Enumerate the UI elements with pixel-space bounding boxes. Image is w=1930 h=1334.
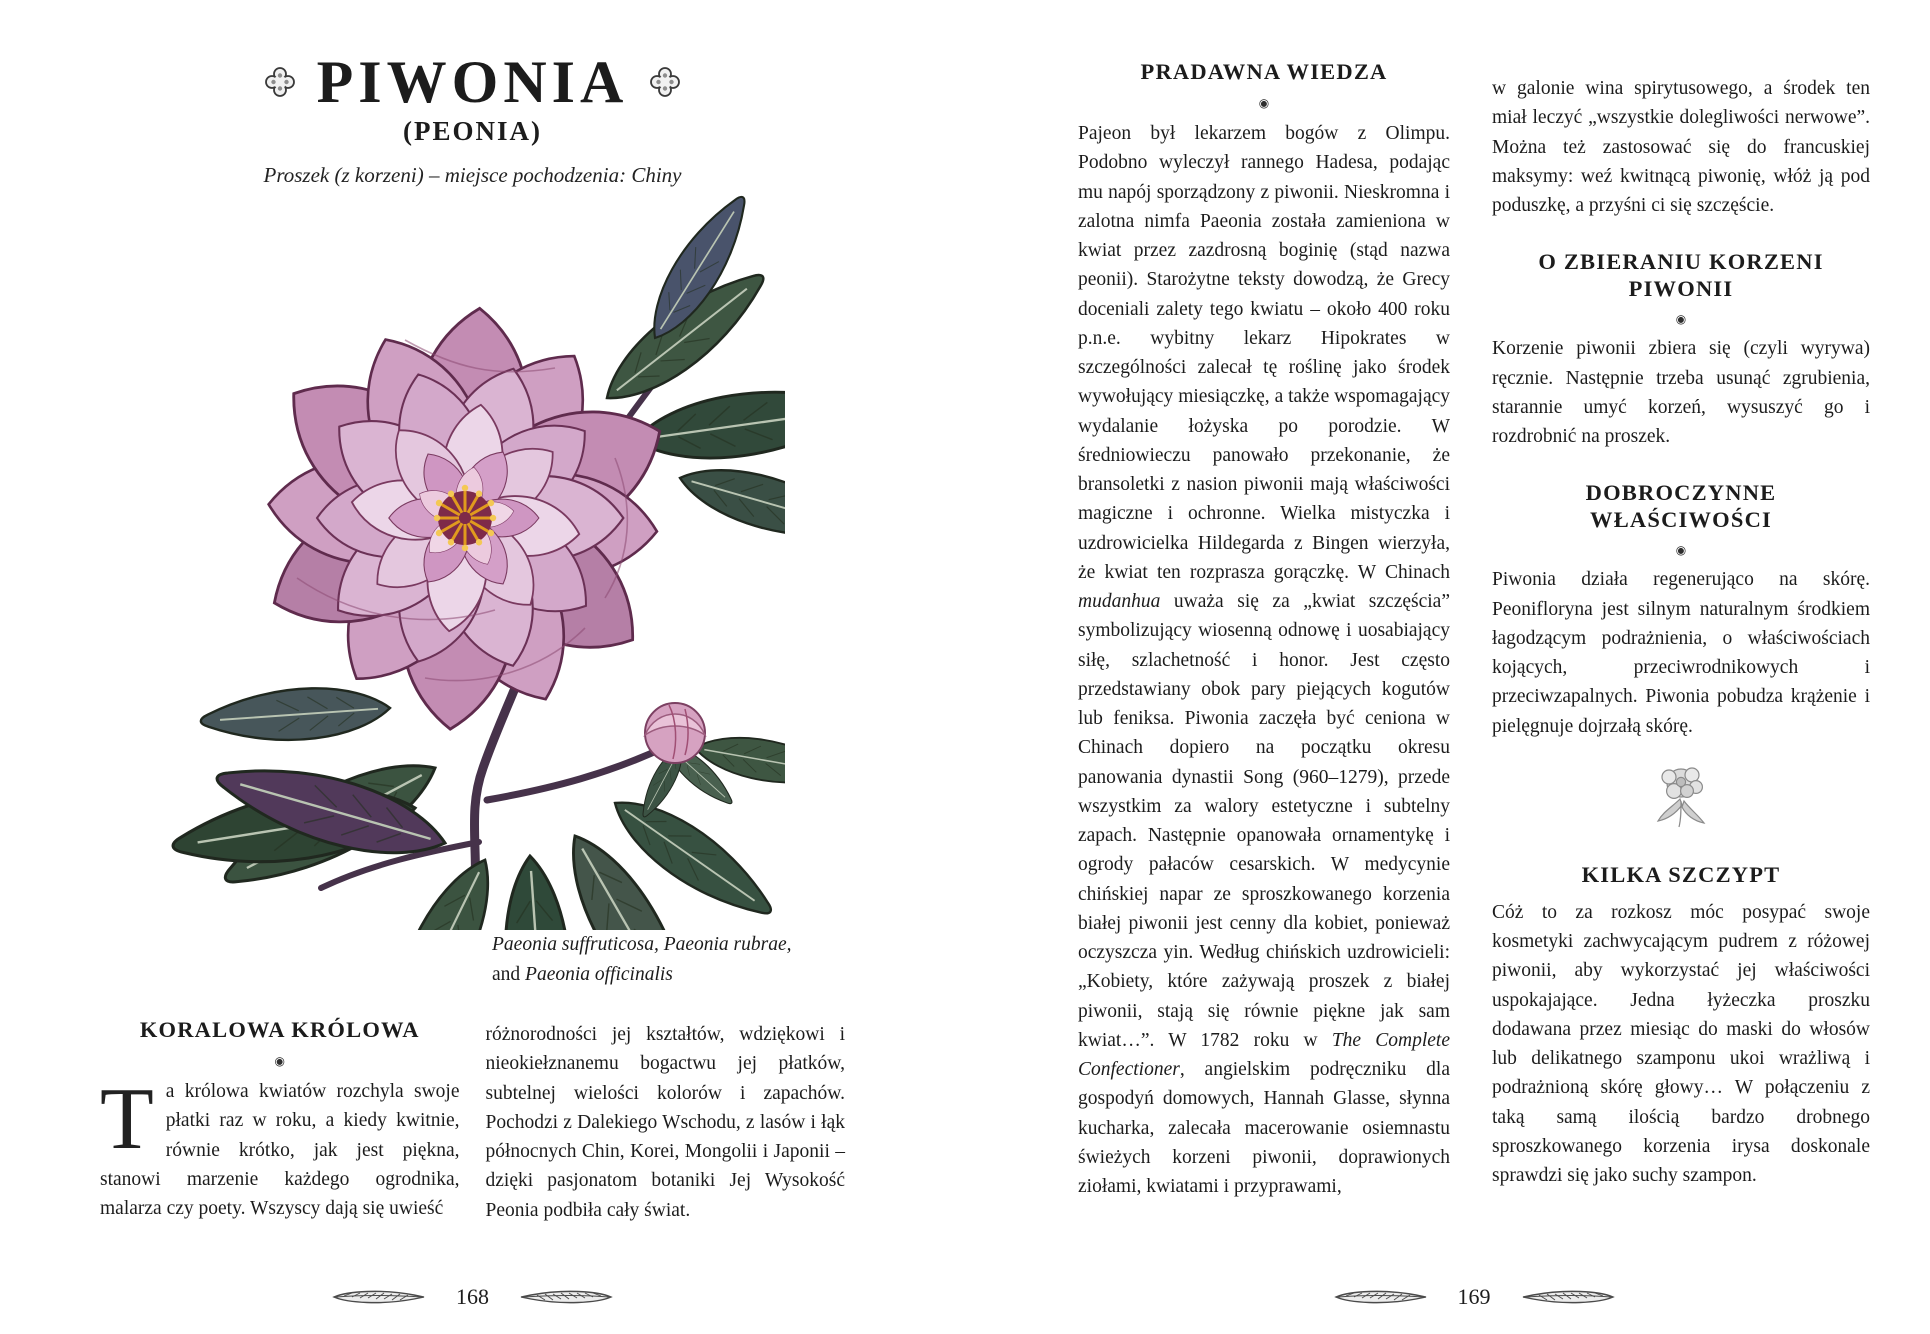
feather-ornament-left-icon xyxy=(330,1288,426,1306)
flower-ornament-icon xyxy=(1652,761,1710,833)
body-paragraph xyxy=(100,1071,460,1223)
section-divider-icon: ◉ xyxy=(274,1054,285,1068)
left-column-2 xyxy=(486,1016,846,1225)
right-page xyxy=(965,0,1930,1334)
left-page-footer xyxy=(100,1284,845,1310)
body-paragraph: Cóż to za rozkosz móc posypać swoje kosmetyki zachwycającym pudrem z różowej piwonii, aby wykorzystać jej właściwości uspokajające. Jedna łyżeczka proszku dodawana przez miesiąc do maski do włosów lub delikatnego szamponu ukoi wrażliwą i podrażnioną skórę głowy… W połączeniu z taką samą ilością bardzo drobnego sproszkowanego korzenia irysa doskonale sprawdzi się jako suchy szampon. xyxy=(1492,901,1870,1186)
feather-ornament-left-icon xyxy=(1332,1288,1428,1306)
page-number: 169 xyxy=(1457,1284,1491,1309)
illustration-caption xyxy=(492,930,792,990)
section-divider-icon: ◉ xyxy=(1258,96,1270,110)
body-paragraph: Pajeon był lekarzem bogów z Olimpu. Podobno wyleczył rannego Hadesa, podając mu napój sporządzony z piwonii. Nieskromna i zalotna nimfa Paeonia została zamieniona w kwiat przez zazdrosną boginię (stąd nazwa peonii). Starożytne teksty dowodzą, że Grecy doceniali zalety tego kwiatu – około 400 roku p.n.e. wybitny lekarz Hipokrates w szczególności zalecał tę roślinę jako środek wywołujący miesiączkę, a także wspomagający wydalanie łożyska po porodzie. W średniowieczu panowało przekonanie, że bransoletki z nasion piwonii mają właściwości magiczne i ochronne. Wielka mistyczka i uzdrowicielka Hildegarda z Bingen wierzyła, że kwiat ten rozprasza gorączkę. W Chinach mudanhua uważa się za „kwiat szczęścia” symbolizujący wiosenną odnowę i uosabiający siłę, szlachetność i honor. Jest często przedstawiany obok pary piejących kogutów lub feniksa. Piwonia zaczęła być ceniona w Chinach dopiero na początku okresu panowania dynastii Song (960–1279), przede wszystkim za walory estetyczne i subtelny zapach. Następnie opanowała ornamentykę i ogrody pałaców cesarskich. W medycynie chińskiej napar ze sproszkowanego korzenia białej piwonii jest cenny dla kobiet, ponieważ oczyszcza yin. Według chińskich uzdrowicieli: „Kobiety, które zażywają proszek z białej piwonii, stają się równie piękne jak sam kwiat…”. W 1782 roku w The Complete Confectioner, angielskim podręczniku dla gospodyń domowych, Hannah Glasse, słynna kucharka, zalecała macerowanie osiemnastu świeżych korzeni piwonii, doprawionych ziołami, kwiatami i przyprawami, xyxy=(1078,123,1450,1197)
feather-ornament-right-icon xyxy=(1521,1288,1617,1306)
right-column-1 xyxy=(1078,58,1450,1201)
right-page-footer xyxy=(1078,1284,1870,1310)
page-number: 168 xyxy=(456,1284,489,1309)
quatrefoil-left-icon xyxy=(265,67,295,97)
origin-line: Proszek (z korzeni) – miejsce pochodzenia: Chiny xyxy=(263,163,682,187)
feather-ornament-right-icon xyxy=(519,1288,615,1306)
peony-illustration xyxy=(135,188,785,935)
left-column-1 xyxy=(100,1016,460,1225)
section-heading: KILKA SZCZYPT xyxy=(1581,861,1781,887)
caption-line-2: and Paeonia officinalis xyxy=(492,964,673,986)
right-column-2 xyxy=(1492,74,1870,1190)
section-heading: KORALOWA KRÓLOWA xyxy=(139,1017,420,1042)
section-divider-icon: ◉ xyxy=(1675,543,1687,558)
body-paragraph: Piwonia działa regenerująco na skórę. Peonifloryna jest silnym naturalnym środkiem łagodzącym podrażnienia, o właściwościach kojących, przeciwrodnikowych i przeciwzapalnych. Piwonia pobudza krążenie i pielęgnuje dojrzałą skórę. xyxy=(1492,569,1870,737)
page-title: PIWONIA xyxy=(316,49,629,115)
drop-cap: T xyxy=(100,1071,154,1168)
section-heading: PRADAWNA WIEDZA xyxy=(1140,59,1388,84)
title-row xyxy=(100,49,845,115)
body-paragraph: różnorodności jej kształtów, wdziękowi i nieokiełznanemu bogactwu jej płatków, subtelnej wielości kolorów i zapachów. Pochodzi z Dalekiego Wschodu, z lasów i łąk północnych Chin, Korei, Mongolii i Japonii – dzięki pasjonatom botaniki Jej Wysokość Peonia podbiła cały świat. xyxy=(485,1024,845,1221)
quatrefoil-right-icon xyxy=(650,67,680,97)
left-page-columns xyxy=(100,1016,845,1225)
page-subtitle: (PEONIA) xyxy=(403,116,542,146)
left-page-header xyxy=(100,49,845,188)
paragraph-text: a królowa kwiatów rozchyla swoje płatki raz w roku, a kiedy kwitnie, równie krótko, jak jest piękna, stanowi marzenie każdego ogrodnika, malarza czy poety. Wszyscy dają się uwieść xyxy=(100,1081,460,1219)
section-heading: DOBROCZYNNE WŁAŚCIWOŚCI xyxy=(1585,480,1777,533)
caption-line-1: Paeonia suffruticosa, Paeonia rubrae, xyxy=(492,934,792,955)
body-paragraph: Korzenie piwonii zbiera się (czyli wyrywa) ręcznie. Następnie trzeba usunąć zgrubienia, starannie umyć korzeń, wysuszyć go i rozdrobnić na proszek. xyxy=(1492,338,1870,447)
body-paragraph: w galonie wina spirytusowego, a środek ten miał leczyć „wszystkie dolegliwości nerwowe”. Można też zastosować się do francuskiej maksymy: weź kwitnącą piwonię, włóż ją pod poduszkę, a przyśni ci się szczęście. xyxy=(1492,78,1870,216)
section-divider-icon: ◉ xyxy=(1675,312,1687,327)
section-heading: O ZBIERANIU KORZENI PIWONII xyxy=(1538,249,1824,302)
